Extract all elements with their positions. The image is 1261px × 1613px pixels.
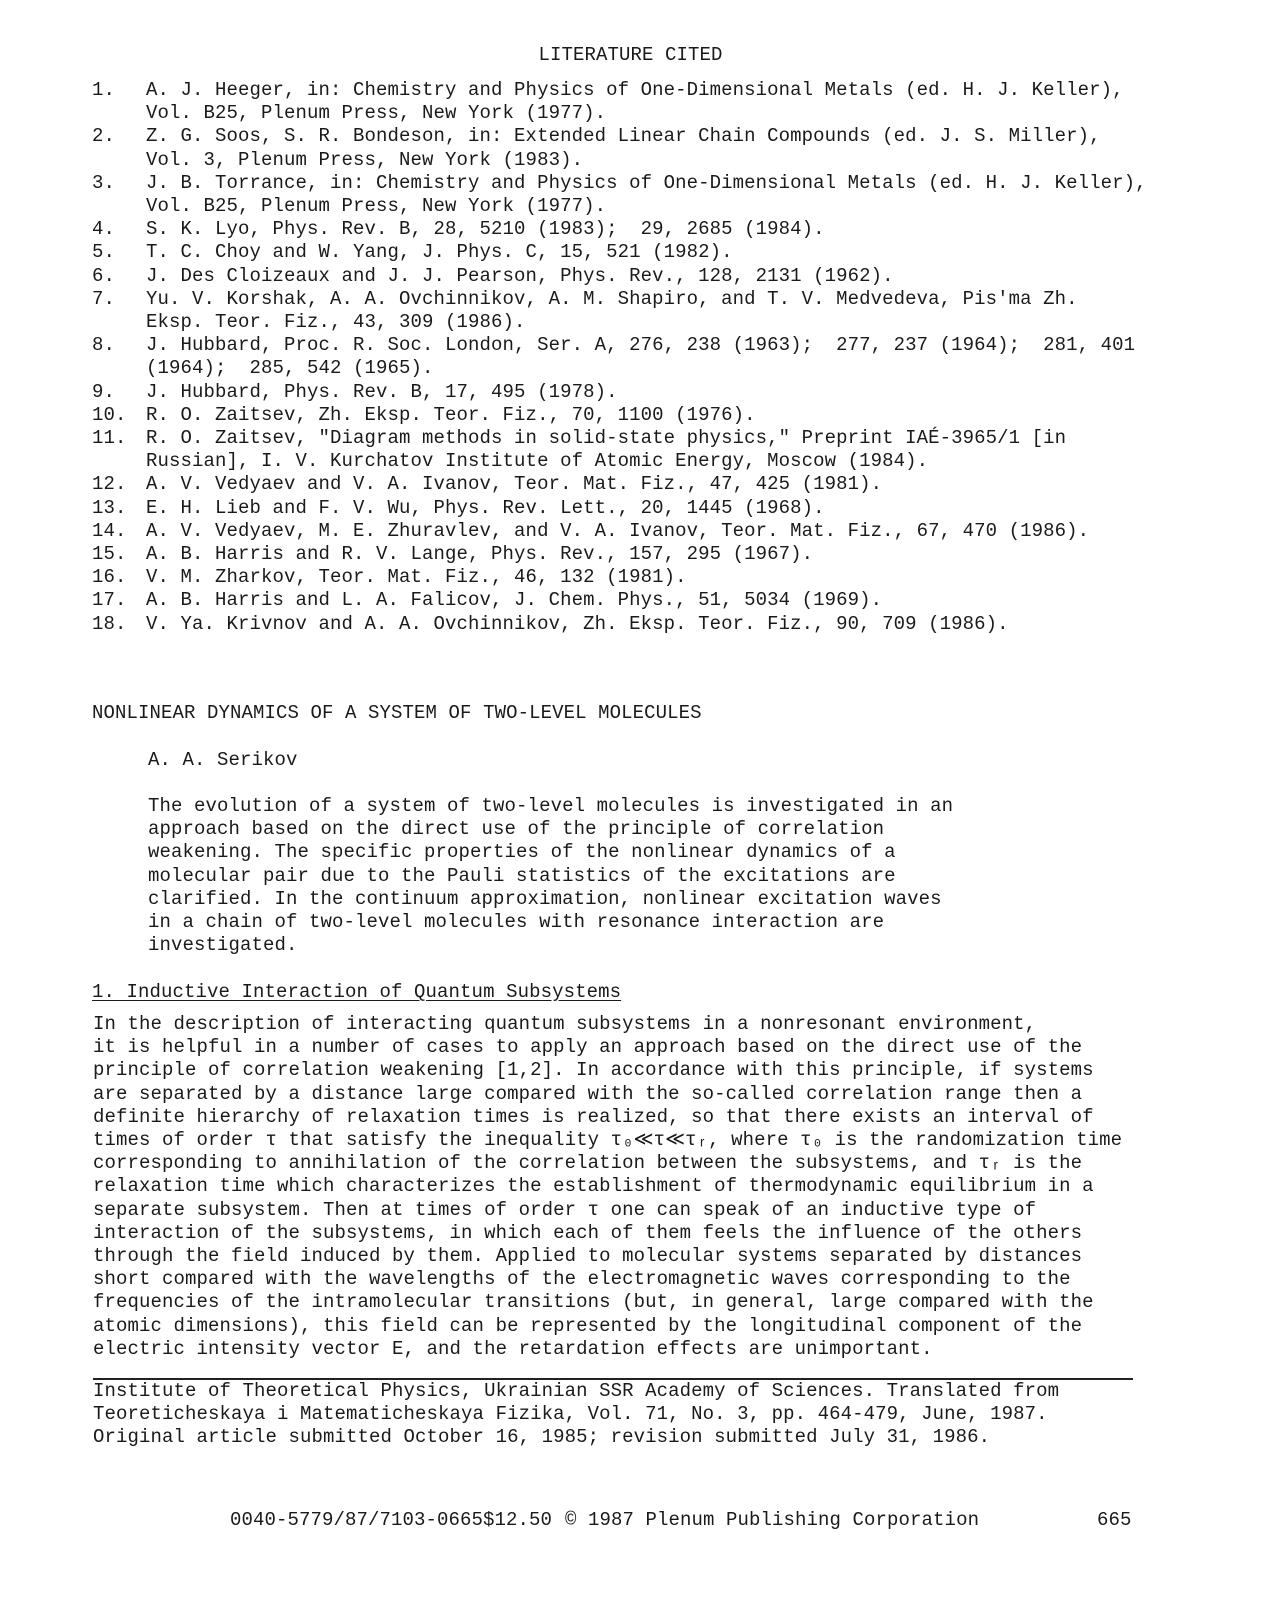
reference-text: S. K. Lyo, Phys. Rev. B, 28, 5210 (1983); 29, 2685 (1984).	[146, 218, 825, 241]
reference-text: J. B. Torrance, in: Chemistry and Physics of One-Dimensional Metals (ed. H. J. Keller), Vol. B25, Plenum Press, New York (1977).	[146, 171, 1147, 218]
reference-text: J. Hubbard, Phys. Rev. B, 17, 495 (1978).	[146, 380, 618, 403]
reference-item	[92, 381, 1222, 404]
reference-item	[92, 473, 1222, 496]
reference-number: 12.	[92, 473, 127, 496]
reference-text: A. J. Heeger, in: Chemistry and Physics of One-Dimensional Metals (ed. H. J. Keller), Vol. B25, Plenum Press, New York (1977).	[146, 79, 1124, 125]
reference-number: 5.	[92, 241, 116, 264]
reference-item	[92, 125, 1222, 171]
reference-item	[92, 613, 1222, 636]
reference-text: Z. G. Soos, S. R. Bondeson, in: Extended Linear Chain Compounds (ed. J. S. Miller), Vol. 3, Plenum Press, New York (1983).	[146, 125, 1101, 171]
reference-text: R. O. Zaitsev, "Diagram methods in solid-state physics," Preprint IAÉ-3965/1 [in Russian], I. V. Kurchatov Institute of Atomic Energy, Moscow (1984).	[146, 427, 1067, 473]
reference-text: Yu. V. Korshak, A. A. Ovchinnikov, A. M. Shapiro, and T. V. Medvedeva, Pis'ma Zh. Eksp. Teor. Fiz., 43, 309 (1986).	[146, 287, 1078, 334]
abstract: The evolution of a system of two-level molecules is investigated in an approach based on the direct use of the principle of correlation weakening. The specific properties of the nonlinear dynamics of a molecular pair due to the Pauli statistics of the excitations are clarified. In the continuum approximation, nonlinear excitation waves in a chain of two-level molecules with resonance interaction are investigated.	[148, 795, 954, 957]
reference-text: A. B. Harris and R. V. Lange, Phys. Rev., 157, 295 (1967).	[146, 543, 814, 566]
reference-text: J. Des Cloizeaux and J. J. Pearson, Phys. Rev., 128, 2131 (1962).	[146, 264, 894, 287]
reference-item	[92, 427, 1222, 473]
reference-item	[92, 241, 1222, 264]
reference-number: 9.	[92, 380, 116, 403]
reference-item	[92, 520, 1222, 543]
footnote: Institute of Theoretical Physics, Ukrainian SSR Academy of Sciences. Translated from Teoreticheskaya i Matematicheskaya Fizika, Vol. 71, No. 3, pp. 464-479, June, 1987. Original article submitted October 16, 1985; revision submitted July 31, 1986.	[93, 1380, 1060, 1449]
article-title: NONLINEAR DYNAMICS OF A SYSTEM OF TWO-LEVEL MOLECULES	[92, 702, 702, 724]
reference-item	[92, 172, 1222, 218]
reference-item	[92, 265, 1222, 288]
reference-number: 18.	[92, 612, 127, 635]
reference-list	[92, 79, 1222, 636]
reference-item	[92, 589, 1222, 612]
reference-number: 17.	[92, 589, 127, 612]
reference-text: R. O. Zaitsev, Zh. Eksp. Teor. Fiz., 70, 1100 (1976).	[146, 403, 756, 426]
article-author: A. A. Serikov	[148, 749, 298, 771]
reference-item	[92, 404, 1222, 427]
reference-number: 15.	[92, 543, 127, 566]
reference-item	[92, 79, 1222, 125]
reference-number: 16.	[92, 566, 127, 589]
reference-number: 14.	[92, 519, 127, 542]
literature-cited-heading: LITERATURE CITED	[538, 44, 723, 66]
reference-item	[92, 334, 1222, 380]
reference-text: T. C. Choy and W. Yang, J. Phys. C, 15, 521 (1982).	[146, 241, 733, 264]
reference-number: 8.	[92, 334, 116, 357]
reference-number: 13.	[92, 496, 127, 519]
section-heading: 1. Inductive Interaction of Quantum Subsystems	[92, 981, 622, 1003]
reference-number: 6.	[92, 264, 116, 287]
reference-number: 4.	[92, 218, 116, 241]
reference-number: 11.	[92, 427, 127, 450]
reference-number: 1.	[92, 79, 116, 101]
reference-text: A. V. Vedyaev and V. A. Ivanov, Teor. Mat. Fiz., 47, 425 (1981).	[146, 473, 883, 496]
footer-code: 0040-5779/87/7103-0665$12.50	[230, 1509, 553, 1531]
reference-text: J. Hubbard, Proc. R. Soc. London, Ser. A, 276, 238 (1963); 277, 237 (1964); 281, 401 (1964); 285, 542 (1965).	[146, 334, 1136, 380]
reference-number: 7.	[92, 287, 116, 310]
reference-number: 3.	[92, 171, 116, 194]
reference-text: A. V. Vedyaev, M. E. Zhuravlev, and V. A. Ivanov, Teor. Mat. Fiz., 67, 470 (1986).	[146, 519, 1090, 542]
reference-item	[92, 543, 1222, 566]
reference-item	[92, 497, 1222, 520]
reference-text: V. Ya. Krivnov and A. A. Ovchinnikov, Zh. Eksp. Teor. Fiz., 90, 709 (1986).	[146, 612, 1009, 635]
footer-copyright: © 1987 Plenum Publishing Corporation	[565, 1509, 980, 1531]
page-number: 665	[1097, 1509, 1132, 1531]
reference-item	[92, 288, 1222, 334]
reference-item	[92, 218, 1222, 241]
reference-text: E. H. Lieb and F. V. Wu, Phys. Rev. Lett., 20, 1445 (1968).	[146, 496, 825, 519]
reference-text: V. M. Zharkov, Teor. Mat. Fiz., 46, 132 (1981).	[146, 566, 687, 589]
reference-number: 10.	[92, 403, 127, 426]
reference-number: 2.	[92, 125, 116, 148]
reference-item	[92, 566, 1222, 589]
reference-text: A. B. Harris and L. A. Falicov, J. Chem. Phys., 51, 5034 (1969).	[146, 589, 883, 612]
body-text: In the description of interacting quantum subsystems in a nonresonant environment, it is helpful in a number of cases to apply an approach based on the direct use of the principle of correlation weakening [1,2]. In accordance with this principle, if systems are separated by a distance large compared with the so-called correlation range then a definite hierarchy of relaxation times is realized, so that there exists an interval of times of order τ that satisfy the inequality τ₀≪τ≪τᵣ, where τ₀ is the randomization time corresponding to annihilation of the correlation between the subsystems, and τᵣ is the relaxation time which characterizes the establishment of thermodynamic equilibrium in a separate subsystem. Then at times of order τ one can speak of an inductive type of interaction of the subsystems, in which each of them feels the influence of the others through the field induced by them. Applied to molecular systems separated by distances short compared with the wavelengths of the electromagnetic waves corresponding to the frequencies of the intramolecular transitions (but, in general, large compared with the atomic dimensions), this field can be represented by the longitudinal component of the electric intensity vector E, and the retardation effects are unimportant.	[93, 1013, 1123, 1360]
